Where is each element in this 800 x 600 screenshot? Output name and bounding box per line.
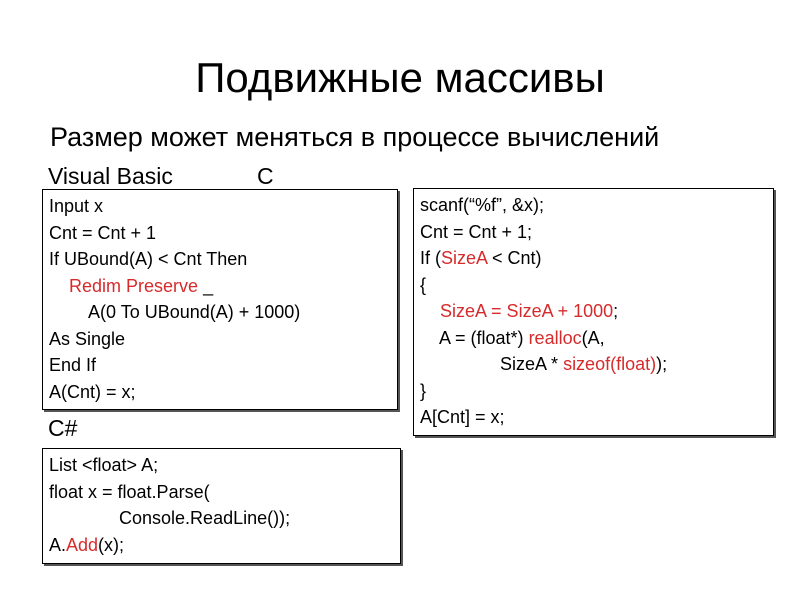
code-line (420, 378, 773, 405)
code-keyword: SizeA (441, 248, 488, 268)
slide-title: Подвижные массивы (195, 54, 605, 101)
code-text: _ (198, 275, 214, 296)
code-line (420, 404, 773, 431)
code-text: A = (float*) (420, 327, 529, 348)
code-text: Cnt = Cnt + 1; (420, 221, 533, 242)
code-line (420, 298, 773, 325)
code-keyword: SizeA = SizeA + 1000 (440, 301, 614, 321)
code-text: Cnt = Cnt + 1 (49, 222, 157, 243)
code-keyword: realloc (528, 327, 582, 348)
code-text: ; (613, 301, 619, 321)
code-line (420, 219, 773, 246)
code-text: float x = float.Parse( (49, 481, 210, 502)
code-text: (x); (98, 534, 125, 555)
code-line (420, 245, 773, 272)
code-line (420, 272, 773, 299)
code-text: < Cnt) (487, 248, 542, 268)
code-line (420, 325, 773, 352)
code-text: Console.ReadLine()); (49, 508, 291, 528)
code-text: If ( (420, 248, 441, 268)
code-text: (A, (581, 327, 605, 348)
code-text: End If (49, 355, 97, 375)
label-c: C (257, 163, 274, 189)
code-line (49, 505, 400, 532)
code-line (49, 193, 397, 220)
code-line (49, 246, 397, 273)
c-code-box (413, 188, 774, 436)
code-text: If UBound(A) < Cnt Then (49, 249, 248, 269)
slide-subtitle: Размер может меняться в процессе вычислений (50, 122, 660, 152)
code-text: A. (49, 534, 67, 555)
code-line (420, 351, 773, 378)
code-line (49, 379, 397, 406)
code-line (49, 326, 397, 353)
code-text: List <float> A; (49, 455, 159, 475)
code-text: Input x (49, 196, 104, 216)
code-text: } (420, 380, 427, 401)
vb-code-box (42, 189, 398, 410)
code-text (49, 276, 69, 296)
code-text: { (420, 274, 427, 295)
code-keyword: sizeof(float) (563, 354, 657, 374)
code-line (49, 479, 400, 506)
code-text: A(Cnt) = x; (49, 381, 136, 402)
label-visual-basic: Visual Basic (48, 163, 173, 189)
csharp-code-box (42, 448, 401, 564)
code-text: As Single (49, 328, 126, 349)
code-text: SizeA * (420, 354, 564, 374)
label-csharp: C# (48, 415, 78, 441)
code-line (49, 532, 400, 559)
code-line (49, 452, 400, 479)
code-line (49, 352, 397, 379)
code-line (49, 220, 397, 247)
code-keyword: Redim Preserve (69, 275, 199, 296)
code-text: ); (656, 354, 668, 374)
code-text: A[Cnt] = x; (420, 407, 505, 427)
code-text: scanf(“%f”, &x); (420, 195, 545, 215)
code-keyword: Add (66, 534, 99, 555)
code-line (49, 299, 397, 326)
code-text: A(0 To UBound(A) + 1000) (49, 302, 301, 322)
code-text (420, 301, 440, 321)
code-line (49, 273, 397, 300)
code-line (420, 192, 773, 219)
